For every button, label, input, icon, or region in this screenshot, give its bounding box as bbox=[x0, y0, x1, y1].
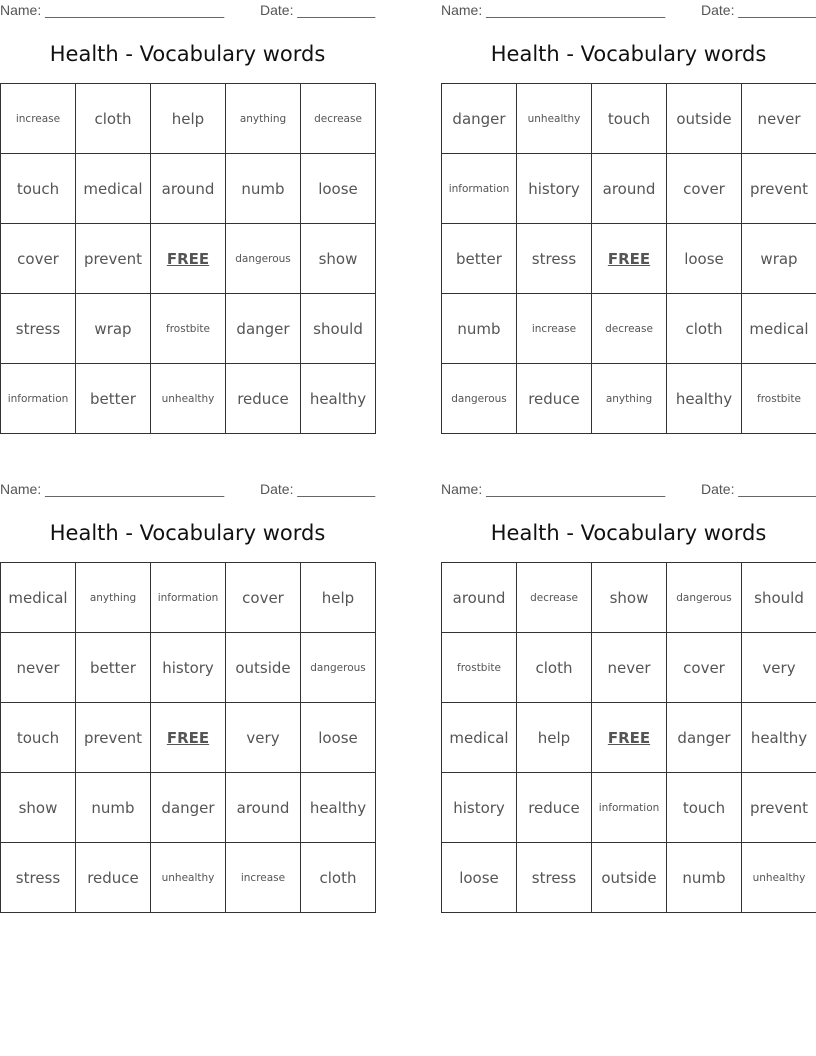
word-cell: medical bbox=[442, 703, 517, 773]
word-cell: frostbite bbox=[442, 633, 517, 703]
card-title: Health - Vocabulary words bbox=[49, 42, 326, 66]
word-cell: loose bbox=[301, 703, 376, 773]
word-cell: help bbox=[301, 563, 376, 633]
grid-row bbox=[442, 224, 816, 294]
word-cell: cover bbox=[667, 633, 742, 703]
word-cell: touch bbox=[667, 773, 742, 843]
word-cell: should bbox=[742, 563, 816, 633]
word-cell: prevent bbox=[742, 154, 816, 224]
word-cell: around bbox=[226, 773, 301, 843]
word-cell: dangerous bbox=[442, 364, 517, 434]
word-cell: unhealthy bbox=[151, 843, 226, 913]
word-cell: information bbox=[442, 154, 517, 224]
bingo-grid bbox=[0, 83, 376, 434]
date-field-label: Date: __________ bbox=[701, 481, 816, 497]
word-cell: cloth bbox=[76, 84, 151, 154]
word-cell: anything bbox=[592, 364, 667, 434]
grid-row bbox=[1, 224, 376, 294]
word-cell: anything bbox=[76, 563, 151, 633]
bingo-grid bbox=[441, 562, 816, 913]
word-cell: stress bbox=[517, 224, 592, 294]
word-cell: stress bbox=[517, 843, 592, 913]
word-cell: better bbox=[442, 224, 517, 294]
word-cell: increase bbox=[226, 843, 301, 913]
word-cell: prevent bbox=[76, 224, 151, 294]
word-cell: wrap bbox=[742, 224, 816, 294]
word-cell: never bbox=[592, 633, 667, 703]
word-cell: history bbox=[517, 154, 592, 224]
grid-row bbox=[1, 563, 376, 633]
word-cell: stress bbox=[1, 843, 76, 913]
word-cell: reduce bbox=[76, 843, 151, 913]
free-space-cell: FREE bbox=[151, 224, 226, 294]
word-cell: unhealthy bbox=[151, 364, 226, 434]
name-field-label: Name: _______________________ bbox=[0, 481, 225, 497]
date-field-label: Date: __________ bbox=[701, 2, 816, 18]
word-cell: unhealthy bbox=[517, 84, 592, 154]
grid-row bbox=[442, 773, 816, 843]
word-cell: danger bbox=[667, 703, 742, 773]
word-cell: around bbox=[151, 154, 226, 224]
word-cell: danger bbox=[151, 773, 226, 843]
word-cell: loose bbox=[442, 843, 517, 913]
grid-row bbox=[442, 294, 816, 364]
word-cell: prevent bbox=[76, 703, 151, 773]
word-cell: reduce bbox=[517, 773, 592, 843]
word-cell: increase bbox=[517, 294, 592, 364]
word-cell: never bbox=[742, 84, 816, 154]
name-field-label: Name: _______________________ bbox=[0, 2, 225, 18]
free-space-cell: FREE bbox=[592, 703, 667, 773]
card-title: Health - Vocabulary words bbox=[49, 521, 326, 545]
word-cell: better bbox=[76, 633, 151, 703]
word-cell: around bbox=[592, 154, 667, 224]
word-cell: healthy bbox=[301, 364, 376, 434]
word-cell: danger bbox=[226, 294, 301, 364]
word-cell: outside bbox=[226, 633, 301, 703]
word-cell: cover bbox=[667, 154, 742, 224]
word-cell: show bbox=[1, 773, 76, 843]
word-cell: numb bbox=[667, 843, 742, 913]
word-cell: cover bbox=[226, 563, 301, 633]
bingo-grid bbox=[0, 562, 376, 913]
name-field-label: Name: _______________________ bbox=[441, 2, 666, 18]
word-cell: cloth bbox=[301, 843, 376, 913]
word-cell: medical bbox=[76, 154, 151, 224]
bingo-grid bbox=[441, 83, 816, 434]
word-cell: medical bbox=[1, 563, 76, 633]
word-cell: around bbox=[442, 563, 517, 633]
word-cell: wrap bbox=[76, 294, 151, 364]
word-cell: never bbox=[1, 633, 76, 703]
word-cell: help bbox=[151, 84, 226, 154]
grid-row bbox=[442, 843, 816, 913]
grid-row bbox=[1, 773, 376, 843]
grid-row bbox=[1, 84, 376, 154]
word-cell: very bbox=[226, 703, 301, 773]
word-cell: prevent bbox=[742, 773, 816, 843]
word-cell: stress bbox=[1, 294, 76, 364]
free-space-cell: FREE bbox=[151, 703, 226, 773]
word-cell: decrease bbox=[301, 84, 376, 154]
word-cell: touch bbox=[1, 703, 76, 773]
word-cell: unhealthy bbox=[742, 843, 816, 913]
word-cell: numb bbox=[76, 773, 151, 843]
word-cell: history bbox=[442, 773, 517, 843]
word-cell: information bbox=[151, 563, 226, 633]
word-cell: very bbox=[742, 633, 816, 703]
word-cell: loose bbox=[301, 154, 376, 224]
free-space-cell: FREE bbox=[592, 224, 667, 294]
word-cell: should bbox=[301, 294, 376, 364]
card-header bbox=[0, 479, 375, 499]
word-cell: show bbox=[301, 224, 376, 294]
word-cell: history bbox=[151, 633, 226, 703]
word-cell: show bbox=[592, 563, 667, 633]
word-cell: better bbox=[76, 364, 151, 434]
grid-row bbox=[1, 703, 376, 773]
word-cell: frostbite bbox=[151, 294, 226, 364]
word-cell: decrease bbox=[592, 294, 667, 364]
word-cell: anything bbox=[226, 84, 301, 154]
word-cell: outside bbox=[667, 84, 742, 154]
word-cell: touch bbox=[1, 154, 76, 224]
grid-row bbox=[1, 843, 376, 913]
word-cell: healthy bbox=[667, 364, 742, 434]
word-cell: numb bbox=[226, 154, 301, 224]
date-field-label: Date: __________ bbox=[260, 2, 376, 18]
grid-row bbox=[442, 703, 816, 773]
grid-row bbox=[442, 84, 816, 154]
grid-row bbox=[1, 154, 376, 224]
grid-row bbox=[1, 294, 376, 364]
word-cell: decrease bbox=[517, 563, 592, 633]
word-cell: reduce bbox=[517, 364, 592, 434]
card-title: Health - Vocabulary words bbox=[490, 42, 767, 66]
word-cell: healthy bbox=[742, 703, 816, 773]
word-cell: healthy bbox=[301, 773, 376, 843]
word-cell: dangerous bbox=[226, 224, 301, 294]
word-cell: information bbox=[592, 773, 667, 843]
word-cell: numb bbox=[442, 294, 517, 364]
word-cell: frostbite bbox=[742, 364, 816, 434]
card-header bbox=[441, 479, 816, 499]
card-header bbox=[441, 0, 816, 20]
word-cell: loose bbox=[667, 224, 742, 294]
word-cell: cloth bbox=[517, 633, 592, 703]
card-title: Health - Vocabulary words bbox=[490, 521, 767, 545]
grid-row bbox=[1, 633, 376, 703]
word-cell: increase bbox=[1, 84, 76, 154]
word-cell: touch bbox=[592, 84, 667, 154]
grid-row bbox=[442, 563, 816, 633]
word-cell: medical bbox=[742, 294, 816, 364]
word-cell: cover bbox=[1, 224, 76, 294]
grid-row bbox=[442, 154, 816, 224]
card-header bbox=[0, 0, 375, 20]
grid-row bbox=[442, 364, 816, 434]
word-cell: danger bbox=[442, 84, 517, 154]
word-cell: cloth bbox=[667, 294, 742, 364]
word-cell: dangerous bbox=[667, 563, 742, 633]
word-cell: help bbox=[517, 703, 592, 773]
name-field-label: Name: _______________________ bbox=[441, 481, 666, 497]
word-cell: reduce bbox=[226, 364, 301, 434]
grid-row bbox=[1, 364, 376, 434]
word-cell: dangerous bbox=[301, 633, 376, 703]
date-field-label: Date: __________ bbox=[260, 481, 376, 497]
grid-row bbox=[442, 633, 816, 703]
word-cell: information bbox=[1, 364, 76, 434]
word-cell: outside bbox=[592, 843, 667, 913]
